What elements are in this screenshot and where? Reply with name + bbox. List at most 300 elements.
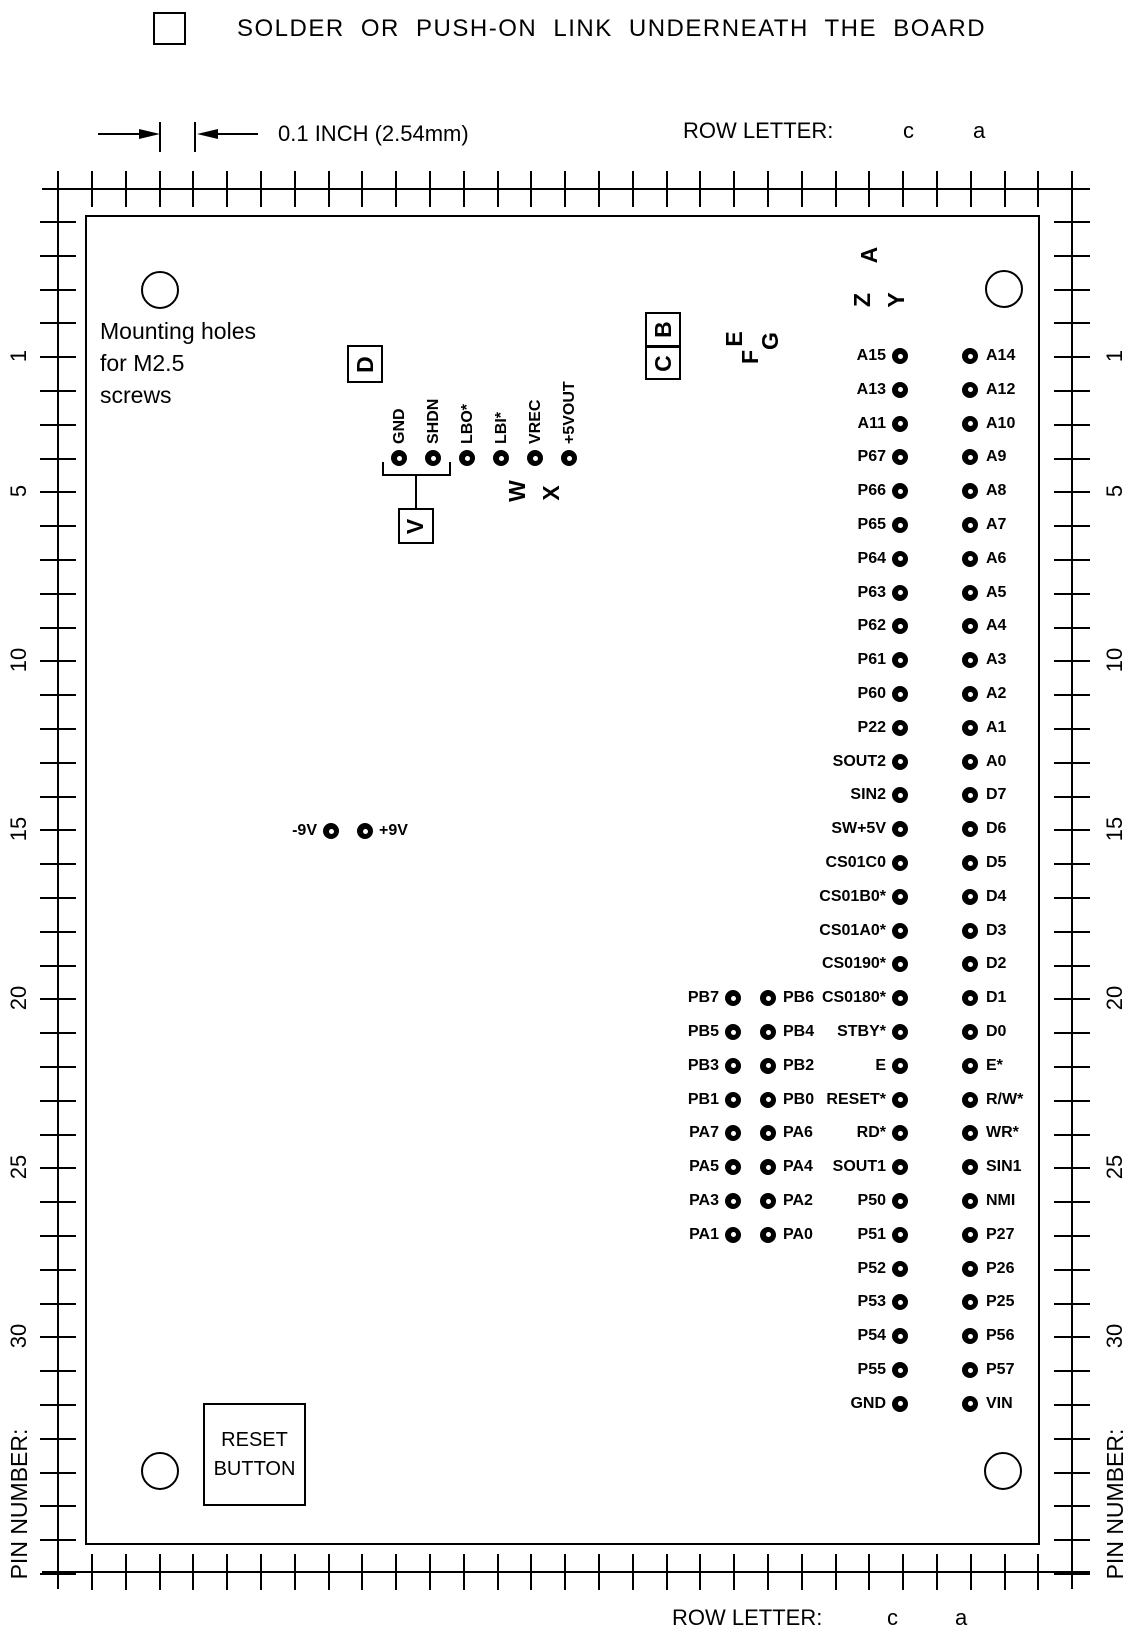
connector-label-c: P61 (857, 651, 886, 668)
mounting-note-line1: Mounting holes (100, 318, 256, 344)
pin-number-label-left: PIN NUMBER: (5, 1428, 32, 1580)
ruler-tick-bottom (395, 1554, 397, 1590)
pin-a-P57 (962, 1362, 978, 1378)
link-letter-v: V (402, 518, 429, 534)
mounting-hole-bottom-left (141, 1452, 179, 1490)
ruler-tick-top (564, 171, 566, 207)
port-label-right: PB2 (783, 1057, 815, 1074)
pin-hole (968, 624, 973, 629)
pin-hole (731, 1131, 736, 1136)
connector-label-a: NMI (986, 1192, 1016, 1209)
ruler-tick-top (902, 171, 904, 207)
ruler-tick-bottom (125, 1554, 127, 1590)
pin-hole (731, 1063, 736, 1068)
pin-c-RESET* (892, 1092, 908, 1108)
dimension-line-right (218, 133, 258, 135)
connector-label-c: P53 (857, 1293, 886, 1310)
link-letter-e: E (720, 331, 747, 347)
ruler-tick-bottom (902, 1554, 904, 1590)
pin-a-D4 (962, 889, 978, 905)
link-letter-f: F (736, 349, 763, 365)
pin-c-P60 (892, 686, 908, 702)
pin-VREC (527, 450, 543, 466)
ruler-tick-bottom (767, 1554, 769, 1590)
ruler-tick-left (40, 762, 76, 764)
ruler-tick-right (1054, 1472, 1090, 1474)
connector-label-c: SW+5V (831, 820, 886, 837)
ruler-tick-left (40, 998, 76, 1000)
pin-hole (968, 692, 973, 697)
pin-hole (898, 1165, 903, 1170)
pin-PB1 (725, 1092, 741, 1108)
pin-a-D3 (962, 923, 978, 939)
pin-c-A11 (892, 416, 908, 432)
connector-label-a: A6 (986, 550, 1007, 567)
pin-PB4 (760, 1024, 776, 1040)
pin-PB5 (725, 1024, 741, 1040)
pin-a-A14 (962, 348, 978, 364)
ruler-tick-right (1054, 221, 1090, 223)
pin-c-CS01B0* (892, 889, 908, 905)
pin-hole (968, 556, 973, 561)
ruler-tick-bottom (1004, 1554, 1006, 1590)
ruler-tick-top (1037, 171, 1039, 207)
ruler-tick-top (260, 171, 262, 207)
connector-label-c: CS01B0* (819, 888, 886, 905)
port-label-right: PB4 (783, 1023, 815, 1040)
row-letter-a-top: a (973, 118, 986, 143)
connector-label-a: A14 (986, 347, 1016, 364)
pin-c-P64 (892, 551, 908, 567)
ruler-tick-top (699, 171, 701, 207)
port-label-right: PB0 (783, 1091, 815, 1108)
ruler-tick-left (40, 390, 76, 392)
power-header-label: SHDN (425, 398, 442, 444)
pin-a-A6 (962, 551, 978, 567)
ruler-tick-left (40, 863, 76, 865)
v-bracket-stem (415, 474, 417, 508)
connector-label-c: P22 (857, 719, 886, 736)
ruler-tick-left (40, 1370, 76, 1372)
pin-hole (731, 1232, 736, 1237)
ruler-number-right: 20 (1102, 985, 1127, 1011)
connector-label-c: SOUT1 (832, 1158, 886, 1175)
port-label-left: PB3 (687, 1057, 719, 1074)
connector-label-a: P56 (986, 1327, 1015, 1344)
dimension-arrow-left-icon (197, 129, 218, 139)
connector-label-a: P26 (986, 1260, 1015, 1277)
pin-c-E (892, 1058, 908, 1074)
ruler-tick-bottom (666, 1554, 668, 1590)
ruler-tick-top (598, 171, 600, 207)
connector-label-c: P60 (857, 685, 886, 702)
pin-hole (898, 387, 903, 392)
pin-c-P50 (892, 1193, 908, 1209)
port-label-left: PA5 (689, 1158, 719, 1175)
pin-hole (898, 1131, 903, 1136)
pin-hole (731, 996, 736, 1001)
pin-hole (898, 1334, 903, 1339)
dimension-label: 0.1 INCH (2.54mm) (278, 121, 469, 146)
ruler-tick-top (226, 171, 228, 207)
port-label-left: PB7 (687, 989, 719, 1006)
connector-label-a: A0 (986, 753, 1007, 770)
ruler-tick-bottom (733, 1554, 735, 1590)
pin-a-A1 (962, 720, 978, 736)
mounting-hole-top-right (985, 270, 1023, 308)
pin-PA0 (760, 1227, 776, 1243)
link-legend-text: SOLDER OR PUSH-ON LINK UNDERNEATH THE BOARD (237, 15, 987, 42)
connector-label-a: R/W* (986, 1091, 1024, 1108)
ruler-tick-left (40, 1336, 76, 1338)
connector-label-a: A1 (986, 719, 1007, 736)
pin-hole (363, 829, 368, 834)
pin-hole (898, 1266, 903, 1271)
ruler-line-top (42, 188, 1090, 190)
pin-a-NMI (962, 1193, 978, 1209)
connector-label-c: STBY* (837, 1023, 886, 1040)
pin-c-CS01C0 (892, 855, 908, 871)
connector-label-a: A7 (986, 516, 1007, 533)
connector-label-a: A8 (986, 482, 1007, 499)
pin-c-A15 (892, 348, 908, 364)
pin-hole (898, 1063, 903, 1068)
ruler-tick-bottom (294, 1554, 296, 1590)
pin-hole (898, 455, 903, 460)
pin-hole (968, 1266, 973, 1271)
ruler-number-right: 30 (1102, 1323, 1127, 1349)
ruler-tick-left (40, 1100, 76, 1102)
pin-hole (898, 1232, 903, 1237)
connector-label-a: A12 (986, 381, 1016, 398)
pin-hole (968, 1097, 973, 1102)
ruler-tick-top (429, 171, 431, 207)
ruler-tick-left (40, 627, 76, 629)
ruler-tick-left (40, 1303, 76, 1305)
ruler-tick-top (835, 171, 837, 207)
pin-a-R/W* (962, 1092, 978, 1108)
pin-hole (397, 456, 402, 461)
pin-c-P55 (892, 1362, 908, 1378)
pin-PA2 (760, 1193, 776, 1209)
ruler-tick-bottom (192, 1554, 194, 1590)
row-letter-a-bottom: a (955, 1605, 968, 1630)
pin-hole (898, 624, 903, 629)
ruler-tick-left (40, 1539, 76, 1541)
connector-label-a: D2 (986, 955, 1007, 972)
ruler-tick-left (40, 931, 76, 933)
ruler-tick-bottom (699, 1554, 701, 1590)
pin-LBO* (459, 450, 475, 466)
pin-hole (968, 354, 973, 359)
pin-hole (968, 387, 973, 392)
port-label-right: PA6 (783, 1124, 813, 1141)
pin-a-P27 (962, 1227, 978, 1243)
connector-label-a: P27 (986, 1226, 1015, 1243)
port-label-left: PB1 (687, 1091, 719, 1108)
pin-hole (898, 861, 903, 866)
port-label-left: PA3 (689, 1192, 719, 1209)
connector-label-c: CS01A0* (819, 922, 886, 939)
ruler-tick-left (40, 356, 76, 358)
pin-hole (968, 725, 973, 730)
ruler-tick-top (733, 171, 735, 207)
connector-label-c: P51 (857, 1226, 886, 1243)
pin-hole (898, 962, 903, 967)
ruler-tick-left (40, 796, 76, 798)
connector-label-c: SIN2 (850, 786, 886, 803)
ruler-tick-left (40, 322, 76, 324)
dimension-bar-right (194, 122, 196, 152)
pin-hole (968, 421, 973, 426)
connector-label-a: P57 (986, 1361, 1015, 1378)
ruler-tick-right (1054, 1505, 1090, 1507)
power-header-label: LBI* (493, 412, 510, 444)
pin-hole (968, 489, 973, 494)
pin-hole (968, 455, 973, 460)
link-letter-d: D (351, 355, 378, 373)
port-label-left: PA1 (689, 1226, 719, 1243)
reset-button-line1: RESET (221, 1429, 288, 1451)
power-header-label: LBO* (459, 404, 476, 444)
connector-label-a: D1 (986, 989, 1007, 1006)
pin-hole (968, 1165, 973, 1170)
pin-hole (431, 456, 436, 461)
ruler-tick-bottom (835, 1554, 837, 1590)
ruler-tick-bottom (868, 1554, 870, 1590)
ruler-tick-left (40, 1201, 76, 1203)
ruler-tick-left (40, 1573, 76, 1575)
ruler-tick-left (40, 965, 76, 967)
link-letter-z: Z (848, 292, 875, 308)
row-letter-c-top: c (903, 118, 914, 143)
pin-hole (766, 1199, 771, 1204)
pin-hole (898, 523, 903, 528)
link-letter-b: B (649, 321, 676, 338)
ruler-tick-left (40, 1438, 76, 1440)
ruler-tick-right (1054, 322, 1090, 324)
connector-label-a: A5 (986, 584, 1007, 601)
pin-hole (898, 725, 903, 730)
connector-label-a: D3 (986, 922, 1007, 939)
ruler-tick-left (40, 728, 76, 730)
ruler-tick-bottom (1037, 1554, 1039, 1590)
pin-hole (968, 1401, 973, 1406)
ruler-tick-top (936, 171, 938, 207)
pin-hole (968, 1131, 973, 1136)
pin-hole (968, 962, 973, 967)
pin-a-A5 (962, 585, 978, 601)
link-letter-y: Y (882, 292, 909, 308)
ruler-tick-left (40, 1066, 76, 1068)
connector-label-a: A2 (986, 685, 1007, 702)
ruler-tick-bottom (226, 1554, 228, 1590)
pin-hole (898, 1368, 903, 1373)
pin-hole (898, 1199, 903, 1204)
ruler-tick-bottom (497, 1554, 499, 1590)
pin-c-CS01A0* (892, 923, 908, 939)
pin-hole (968, 658, 973, 663)
port-label-right: PB6 (783, 989, 815, 1006)
pin-hole (968, 590, 973, 595)
mounting-hole-top-left (141, 271, 179, 309)
ruler-tick-left (40, 1404, 76, 1406)
connector-label-c: CS0190* (821, 955, 886, 972)
pin-+5VOUT (561, 450, 577, 466)
pin-hole (968, 894, 973, 899)
pin-c-STBY* (892, 1024, 908, 1040)
ruler-tick-top (801, 171, 803, 207)
ruler-tick-left (40, 1167, 76, 1169)
pin-hole (731, 1199, 736, 1204)
ruler-tick-top (1004, 171, 1006, 207)
connector-label-c: P65 (857, 516, 886, 533)
ruler-tick-top (530, 171, 532, 207)
pin-hole (898, 489, 903, 494)
pin-hole (766, 1131, 771, 1136)
pin-c-P63 (892, 585, 908, 601)
connector-label-c: P63 (857, 584, 886, 601)
pin-hole (731, 1165, 736, 1170)
pin-hole (968, 1199, 973, 1204)
connector-label-c: SOUT2 (832, 753, 886, 770)
power-header-label: +5VOUT (561, 381, 578, 444)
pin-hole (968, 1300, 973, 1305)
pin-hole (766, 1097, 771, 1102)
connector-label-a: D4 (986, 888, 1007, 905)
ruler-tick-top (463, 171, 465, 207)
ruler-tick-bottom (632, 1554, 634, 1590)
link-letter-g: G (756, 332, 783, 350)
pin-PA3 (725, 1193, 741, 1209)
pin-c-GND (892, 1396, 908, 1412)
pin-hole (968, 1232, 973, 1237)
ruler-tick-left (40, 525, 76, 527)
pin-PB0 (760, 1092, 776, 1108)
connector-label-c: GND (850, 1395, 886, 1412)
pin-hole (731, 1097, 736, 1102)
ruler-tick-top (395, 171, 397, 207)
pin-hole (898, 759, 903, 764)
link-letter-w: W (503, 480, 530, 502)
ruler-tick-left (40, 491, 76, 493)
pin-hole (898, 1300, 903, 1305)
connector-label-c: P55 (857, 1361, 886, 1378)
pin-c-P51 (892, 1227, 908, 1243)
ruler-number-left: 25 (6, 1154, 31, 1180)
pin-hole (898, 1097, 903, 1102)
connector-label-a: D0 (986, 1023, 1007, 1040)
reset-button-line2: BUTTON (213, 1458, 296, 1480)
ruler-tick-left (40, 424, 76, 426)
ruler-tick-bottom (936, 1554, 938, 1590)
connector-label-c: CS01C0 (825, 854, 886, 871)
link-legend-square (153, 12, 186, 45)
ruler-number-right: 25 (1102, 1154, 1127, 1180)
ruler-tick-top (159, 171, 161, 207)
ruler-tick-left (40, 559, 76, 561)
ruler-tick-right (1054, 1573, 1090, 1575)
dimension-line-left (98, 133, 140, 135)
ruler-tick-left (40, 1134, 76, 1136)
pin-hole (898, 658, 903, 663)
pin-hole (766, 1232, 771, 1237)
pin-LBI* (493, 450, 509, 466)
connector-label-c: CS0180* (821, 989, 886, 1006)
pin-hole (968, 996, 973, 1001)
pin--9V (323, 823, 339, 839)
pin-a-A0 (962, 754, 978, 770)
ruler-number-right: 10 (1102, 647, 1127, 673)
ruler-number-left: 1 (6, 349, 31, 363)
pin-a-A10 (962, 416, 978, 432)
connector-label-c: P62 (857, 617, 886, 634)
pin-hole (898, 827, 903, 832)
connector-label-c: A13 (856, 381, 886, 398)
pin-hole (533, 456, 538, 461)
ruler-tick-top (632, 171, 634, 207)
ruler-number-left: 15 (6, 816, 31, 842)
link-letter-a: A (855, 246, 882, 264)
ruler-tick-top (767, 171, 769, 207)
port-label-left: PA7 (689, 1124, 719, 1141)
connector-label-a: A4 (986, 617, 1007, 634)
row-letter-label-top: ROW LETTER: (683, 118, 834, 143)
pin-a-D5 (962, 855, 978, 871)
connector-label-c: RESET* (826, 1091, 886, 1108)
ruler-number-right: 5 (1102, 484, 1127, 498)
link-box-b (645, 312, 681, 347)
ruler-tick-right (1054, 1438, 1090, 1440)
pin-hole (898, 1401, 903, 1406)
link-letter-x: X (537, 485, 564, 501)
pin-hole (567, 456, 572, 461)
connector-label-c: P54 (857, 1327, 886, 1344)
ruler-tick-top (294, 171, 296, 207)
ruler-tick-top (91, 171, 93, 207)
ruler-number-left: 5 (6, 484, 31, 498)
ruler-tick-right (1054, 255, 1090, 257)
ruler-tick-bottom (361, 1554, 363, 1590)
mounting-note-line3: screws (100, 382, 172, 408)
port-label-right: PA4 (783, 1158, 813, 1175)
connector-label-c: RD* (856, 1124, 886, 1141)
connector-label-c: P66 (857, 482, 886, 499)
pin-hole (898, 894, 903, 899)
supply-pos-label: +9V (379, 822, 408, 839)
ruler-tick-left (40, 593, 76, 595)
pin-GND (391, 450, 407, 466)
ruler-tick-left (40, 1032, 76, 1034)
pin-a-A2 (962, 686, 978, 702)
ruler-tick-bottom (530, 1554, 532, 1590)
pin-SHDN (425, 450, 441, 466)
connector-label-c: P64 (857, 550, 886, 567)
pin-hole (968, 1368, 973, 1373)
connector-label-a: P25 (986, 1293, 1015, 1310)
pin-hole (766, 1063, 771, 1068)
ruler-tick-left (40, 829, 76, 831)
ruler-tick-left (40, 660, 76, 662)
ruler-tick-bottom (598, 1554, 600, 1590)
connector-label-a: A9 (986, 448, 1007, 465)
ruler-tick-left (40, 1235, 76, 1237)
pin-hole (968, 827, 973, 832)
ruler-tick-bottom (463, 1554, 465, 1590)
mounting-note-line2: for M2.5 (100, 350, 185, 376)
ruler-tick-top (328, 171, 330, 207)
pin-hole (898, 692, 903, 697)
